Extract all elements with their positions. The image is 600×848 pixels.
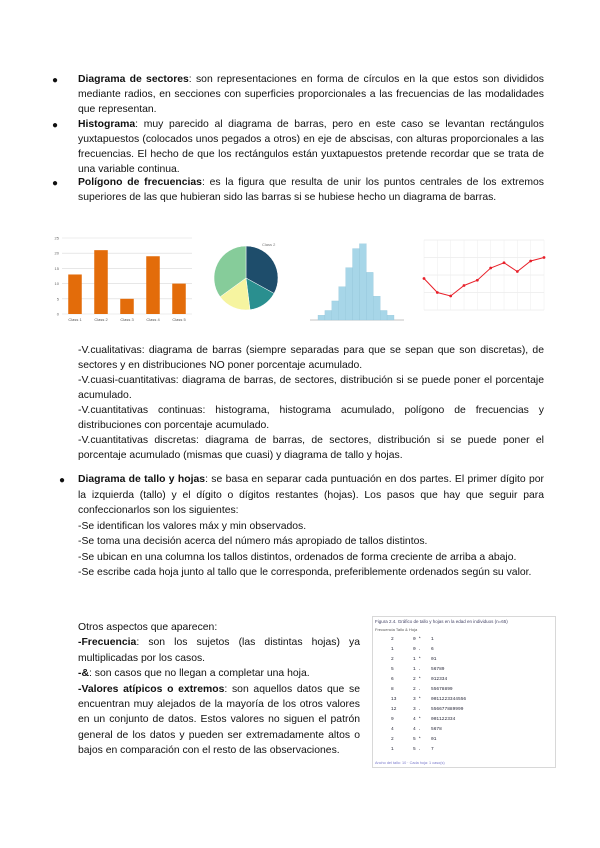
frequency-cell: 12 [391,707,397,712]
stem-cell: 4 * [413,717,422,722]
bar [172,284,186,314]
text-frecuencia: : son los sujetos (las distintas hojas) ya multiplicadas por los casos. [78,637,360,664]
term-histograma: Histograma [78,119,136,130]
leaf-cell: 556677889999 [431,707,464,712]
term-valores-atipicos: -Valores atípicos o extremos [78,683,225,695]
polygon-point [423,277,426,280]
leaf-cell: 7 [431,747,434,752]
stem-cell: 3 * [413,697,422,702]
y-tick-label: 25 [54,235,59,241]
step-item: -Se ubican en una columna los tallos distintos, ordenados de forma creciente de arriba a abajo. [78,551,517,563]
stem-cell: 5 . [413,747,422,752]
histogram-bar [318,315,325,320]
polygon-point [489,267,492,270]
bar-chart-figure [48,234,198,328]
frequency-cell: 1 [391,647,394,652]
polygon-point [436,291,439,294]
y-tick-label: 5 [56,296,59,302]
histogram-bar [373,296,380,320]
polygon-point [449,295,452,298]
stem-table-row [373,727,553,736]
stem-table-row [373,747,553,756]
histogram-bar [380,310,387,320]
y-tick-label: 10 [54,281,59,287]
text-histograma: : muy parecido al diagrama de barras, pero en este caso se levantan rectángulos yuxtapuestos (colocados unos pegados a otros) en eje de abscisas, con alturas proporcionales a las frecuencias. El hecho de que los rectángulos están yuxtapuestos pretende recordar que se trata de una variable continua. [78,119,544,175]
polygon-point [529,260,532,263]
term-diagrama-sectores: Diagrama de sectores [78,74,189,85]
bullet-dot: ● [52,178,59,189]
stem-cell: 2 * [413,677,422,682]
text-poligono: : es la figura que resulta de unir los puntos centrales de los extremos superiores de las que hubieran sido las barras si se hubiese hecho un diagrama de barras. [78,177,544,203]
histogram-bar [339,287,346,320]
stem-leaf-table-figure [372,616,556,768]
leaf-cell: 012334 [431,677,448,682]
pie-label: Class 2 [262,242,276,247]
frequency-cell: 2 [391,637,394,642]
frequency-cell: 6 [391,677,394,682]
stem-table-row [373,647,553,656]
text-valores-atipicos: : son aquellos datos que se encuentran muy alejados de la mayoría de los otros valores en un conjunto de datos. Estos valores no siguen el patrón general de los datos y pueden ser extremadamente altos o bajos en comparación con el resto de las observaciones. [78,683,360,757]
text-ampersand: : son casos que no llegan a completar una hoja. [88,668,310,680]
text-tallo-hojas: : se basa en separar cada puntuación en dos partes. El primer dígito por la izquierda (tallo) y el dígito o dígitos restantes (hojas). Los pasos que hay que seguir para confeccionarlos son los siguientes: [78,474,545,516]
stem-cell: 0 * [413,637,422,642]
stem-table-row [373,687,553,696]
stem-table-row [373,637,553,646]
polygon-point [463,284,466,287]
stem-table-row [373,677,553,686]
paragraph-otros-aspectos [78,620,360,759]
paragraph-tallo-hojas [78,472,544,581]
stem-table-header: Frecuencia Tallo & Hoja [375,627,418,632]
stem-table-row [373,737,553,746]
leaf-cell: 0011223344556 [431,697,467,702]
x-tick-label: Class 1 [68,317,82,322]
stem-cell: 0 . [413,647,422,652]
frequency-polygon-figure [412,236,548,320]
stem-cell: 5 * [413,737,422,742]
term-poligono: Polígono de frecuencias [78,177,202,188]
polygon-point [516,270,519,273]
stem-cell: 4 . [413,727,422,732]
paragraph-poligono [78,175,544,205]
frequency-cell: 2 [391,657,394,662]
frequency-cell: 13 [391,697,397,702]
frequency-cell: 5 [391,667,394,672]
paragraph-diagrama-sectores [78,72,544,117]
polygon-line [424,258,544,297]
stem-table-row [373,707,553,716]
stem-cell: 3 . [413,707,422,712]
bar [94,250,108,314]
leaf-cell: 56789 [431,667,445,672]
leaf-cell: 1 [431,637,434,642]
stem-table-caption: Figura 2.4. Gráfico de tallo y hojas en la edad en individuos (n=65) [375,619,508,624]
histogram-bar [332,301,339,320]
bar [68,274,82,314]
leaf-cell: 55678899 [431,687,453,692]
bullet-dot: ● [52,75,59,86]
note-continuas: -V.cuantitativas continuas: histograma, histograma acumulado, polígono de frecuencias y distribuciones con porcentaje acumulado. [78,405,544,431]
note-cualitativas: -V.cualitativas: diagrama de barras (siempre separadas para que se sepan que son discretas), de sectores y en distribuciones NO poner porcentaje acumulado. [78,345,544,371]
bullet-dot: ● [52,120,59,131]
stem-table-row [373,717,553,726]
leaf-cell: 001122334 [431,717,456,722]
stem-table-footer: Ancho del tallo: 10 · Cada hoja: 1 caso(s) [375,761,445,765]
note-cuasi-cuantitativas: -V.cuasi-cuantitativas: diagrama de barras, de sectores, distribución si se puede poner el porcentaje acumulado. [78,375,544,401]
frequency-cell: 9 [391,717,394,722]
histogram-bar [346,268,353,320]
step-item: -Se toma una decisión acerca del número más apropiado de tallos distintos. [78,536,428,547]
histogram-bar [359,244,366,320]
histogram-bar [325,310,332,320]
y-tick-label: 0 [56,311,59,317]
frequency-cell: 8 [391,687,394,692]
y-tick-label: 15 [54,265,59,271]
histogram-bar [353,249,360,320]
leaf-cell: 01 [431,737,437,742]
stem-cell: 1 . [413,667,422,672]
paragraph-histograma [78,117,544,177]
term-frecuencia: -Frecuencia [78,637,137,649]
histogram-bar [387,315,394,320]
frequency-cell: 4 [391,727,394,732]
histogram-figure [304,236,408,330]
histogram-bar [366,272,373,320]
polygon-point [476,279,479,282]
x-tick-label: Class 3 [120,317,134,322]
polygon-point [503,261,506,264]
x-tick-label: Class 2 [94,317,108,322]
stem-cell: 1 * [413,657,422,662]
polygon-point [543,256,546,259]
text-diagrama-sectores: : son representaciones en forma de círculos en la que estos son divididos mediante radios, en secciones con superficies proporcionales a las frecuencias de las modalidades que representan. [78,74,544,115]
leaf-cell: 01 [431,657,437,662]
leaf-cell: 6 [431,647,434,652]
bar [146,256,160,314]
y-tick-label: 20 [54,250,59,256]
x-tick-label: Class 5 [172,317,186,322]
stem-cell: 2 . [413,687,422,692]
leaf-cell: 5678 [431,727,442,732]
otros-heading: Otros aspectos que aparecen: [78,622,218,633]
bullet-dot: ● [59,475,66,486]
stem-table-row [373,667,553,676]
step-item: -Se identifican los valores máx y min observados. [78,520,307,532]
bar [120,299,134,314]
stem-table-row [373,697,553,706]
stem-table-row [373,657,553,666]
term-tallo-hojas: Diagrama de tallo y hojas [78,474,206,485]
term-ampersand: -& [78,668,89,680]
frequency-cell: 1 [391,747,394,752]
step-item: -Se escribe cada hoja junto al tallo que le corresponda, preferiblemente ordenados según su valor. [78,567,532,578]
x-tick-label: Class 4 [146,317,160,322]
note-discretas: -V.cuantitativas discretas: diagrama de barras, de sectores, distribución si se puede poner el porcentaje acumulado (mismas que cuasi) y diagrama de tallo y hojas. [78,435,544,461]
pie-chart-figure [208,238,304,318]
frequency-cell: 2 [391,737,394,742]
